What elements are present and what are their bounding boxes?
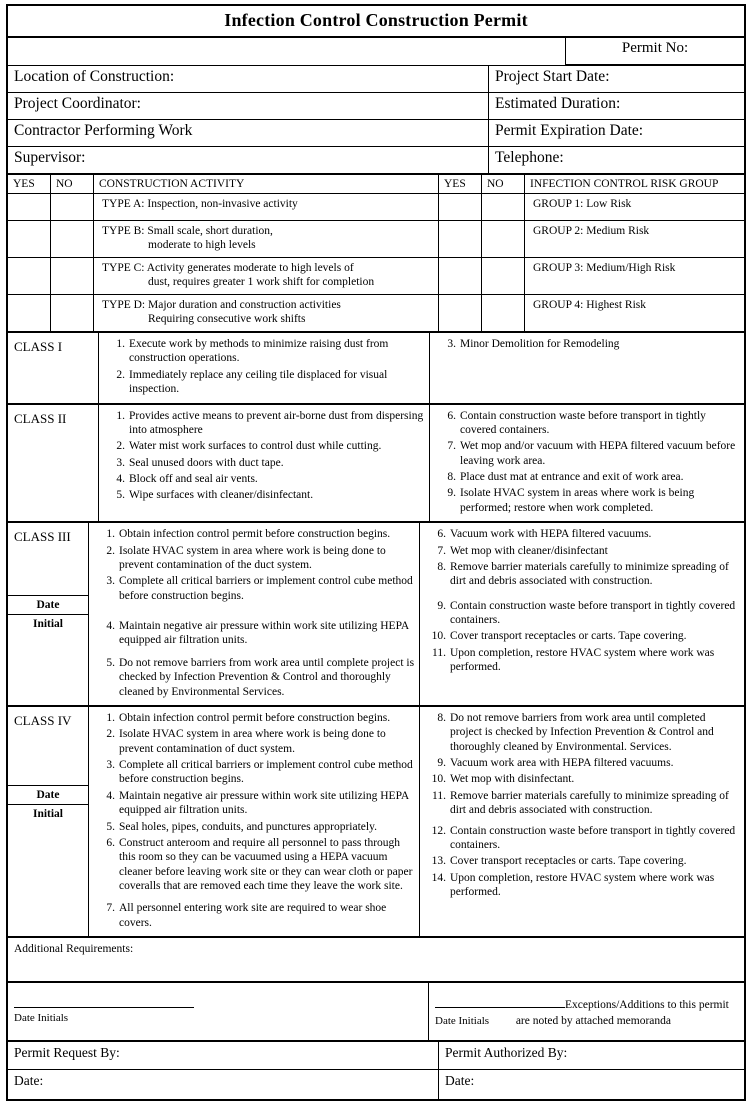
item-text: Immediately replace any ceiling tile displaced for visual inspection. — [129, 368, 388, 396]
item-number: 8. — [447, 471, 456, 483]
item-text: Seal unused doors with duct tape. — [129, 456, 284, 469]
class-i-left-items — [99, 333, 430, 404]
permit-no-table — [8, 38, 744, 65]
risk-group-1: GROUP 1: Low Risk — [525, 194, 745, 221]
list-item — [99, 488, 425, 502]
item-number: 9. — [437, 599, 446, 612]
item-number: 8. — [437, 560, 446, 573]
item-number: 2. — [106, 544, 115, 557]
item-text: Wet mop with cleaner/disinfectant — [450, 544, 608, 557]
list-item — [99, 456, 425, 470]
signature-line-right[interactable] — [435, 995, 565, 1008]
signature-line-left[interactable] — [14, 995, 194, 1008]
list-item — [420, 560, 740, 589]
item-text: Maintain negative air pressure within work site utilizing HEPA equipped air filtration units. — [119, 620, 409, 647]
item-text: Block off and seal air vents. — [129, 473, 258, 485]
table-row — [8, 785, 88, 804]
signature-right-cell — [429, 983, 745, 1041]
item-number: 5. — [106, 656, 115, 669]
item-number: 5. — [106, 820, 115, 833]
item-number: 13. — [431, 855, 446, 868]
permit-expiration-date-field[interactable]: Permit Expiration Date: — [489, 120, 745, 147]
supervisor-field[interactable]: Supervisor: — [8, 147, 489, 174]
item-number: 11. — [432, 789, 446, 802]
date-initials-right — [435, 1013, 740, 1028]
list-item — [89, 901, 415, 930]
class-iv-section — [8, 706, 744, 937]
table-row — [8, 333, 744, 404]
item-text: Remove barrier materials carefully to minimize spreading of dirt and debris associated with construction. — [450, 560, 729, 588]
item-text: Complete all critical barriers or implement control cube method before construction begins. — [119, 759, 413, 786]
activity-type-a-line1: TYPE A: Inspection, non-invasive activity — [102, 198, 298, 210]
item-number: 11. — [432, 646, 446, 659]
item-number: 14. — [431, 871, 446, 884]
list-item — [89, 656, 415, 699]
item-number: 4. — [106, 620, 115, 632]
checkbox-yes-type-a[interactable] — [8, 194, 51, 221]
item-text: Isolate HVAC system in area where work is being done to prevent contamination of the duct system. — [119, 544, 386, 571]
table-row — [8, 523, 88, 596]
item-text: Upon completion, restore HVAC system where work was performed. — [450, 871, 715, 898]
item-text: All personnel entering work site are required to wear shoe covers. — [119, 902, 387, 929]
list-item — [420, 772, 740, 786]
exceptions-line-1: Exceptions/Additions to this permit — [565, 999, 729, 1012]
activity-type-d-line2: Requiring consecutive work shifts — [148, 313, 306, 326]
activity-type-d — [94, 295, 439, 332]
activity-table-header — [8, 175, 744, 194]
table-row — [8, 1042, 744, 1070]
class-i-label: CLASS I — [8, 333, 99, 404]
signature-right-block[interactable] — [429, 983, 744, 1040]
class-i-section — [8, 332, 744, 404]
item-text: Maintain negative air pressure within work site utilizing HEPA equipped air filtration units. — [119, 789, 409, 817]
footer-table — [8, 1041, 744, 1099]
class-iii-initial-label[interactable]: Initial — [8, 615, 88, 634]
checkbox-yes-type-d[interactable] — [8, 295, 51, 332]
item-text: Contain construction waste before transport in tightly covered containers. — [450, 824, 736, 851]
additional-requirements-table — [8, 937, 744, 982]
list-item — [420, 711, 740, 754]
item-text: Execute work by methods to minimize raising dust from construction operations. — [129, 338, 389, 365]
header-construction-activity: CONSTRUCTION ACTIVITY — [94, 175, 439, 194]
item-text: Minor Demolition for Remodeling — [460, 338, 620, 350]
class-iii-label-column — [8, 523, 89, 706]
list-item — [420, 629, 740, 643]
item-text: Upon completion, restore HVAC system where work was performed. — [450, 646, 715, 674]
item-number: 6. — [447, 409, 456, 422]
list-item — [430, 486, 740, 515]
list-item — [420, 789, 740, 818]
list-item — [420, 544, 740, 558]
item-number: 1. — [116, 338, 125, 350]
item-text: Wet mop and/or vacuum with HEPA filtered vacuum before leaving work area. — [460, 440, 736, 467]
date-field-right[interactable]: Date: — [439, 1070, 745, 1100]
class-iv-left-items — [89, 706, 420, 936]
item-text: Cover transport receptacles or carts. Tape covering. — [450, 630, 687, 643]
list-item — [89, 574, 415, 603]
item-text: Remove barrier materials carefully to minimize spreading of dirt and debris associated with construction. — [450, 789, 729, 817]
item-number: 7. — [447, 440, 456, 453]
header-row-4 — [8, 147, 744, 174]
signature-left-cell — [8, 983, 429, 1041]
activity-risk-table — [8, 174, 744, 332]
header-no-right: NO — [482, 175, 525, 194]
checkbox-yes-group-2[interactable] — [439, 221, 482, 258]
list-item — [89, 727, 415, 756]
checkbox-no-type-c[interactable] — [51, 258, 94, 295]
list-item — [99, 472, 425, 486]
class-ii-label: CLASS II — [8, 404, 99, 522]
list-item — [420, 599, 740, 628]
class-iv-label: CLASS IV — [14, 712, 72, 728]
item-text: Contain construction waste before transport in tightly covered containers. — [460, 409, 706, 436]
table-row — [8, 938, 744, 982]
item-number: 1. — [116, 409, 125, 422]
permit-authorized-by-field[interactable]: Permit Authorized By: — [439, 1042, 745, 1070]
list-item — [89, 619, 415, 648]
list-item — [420, 854, 740, 868]
header-yes-right: YES — [439, 175, 482, 194]
item-text: Vacuum work area with HEPA filtered vacuums. — [450, 757, 674, 769]
permit-no-label[interactable]: Permit No: — [566, 38, 745, 65]
table-row — [8, 295, 744, 332]
item-number: 2. — [116, 368, 125, 381]
class-iii-date-label[interactable]: Date — [8, 596, 88, 615]
item-text: Do not remove barriers from work area until completed project is checked by Infection Prevention & Control and thoroughly cleaned by Environmental. Services. — [450, 711, 714, 753]
date-initials-left: Date Initials — [14, 1012, 69, 1025]
header-yes-left: YES — [8, 175, 51, 194]
list-item — [89, 820, 415, 834]
location-of-construction-field[interactable]: Location of Construction: — [8, 66, 489, 93]
contractor-performing-work-field[interactable]: Contractor Performing Work — [8, 120, 489, 147]
activity-type-b-line1: TYPE B: Small scale, short duration, — [102, 225, 273, 237]
class-ii-section — [8, 404, 744, 523]
item-text: Isolate HVAC system in area where work is being done to prevent contamination of duct system. — [119, 728, 386, 755]
item-number: 8. — [437, 711, 446, 724]
item-text: Water mist work surfaces to control dust while cutting. — [129, 440, 382, 453]
item-number: 2. — [106, 728, 115, 741]
checkbox-no-type-d[interactable] — [51, 295, 94, 332]
risk-group-4: GROUP 4: Highest Risk — [525, 295, 745, 332]
list-item — [89, 711, 415, 725]
checkbox-no-type-b[interactable] — [51, 221, 94, 258]
checkbox-no-type-a[interactable] — [51, 194, 94, 221]
exceptions-line-2: are noted by attached memoranda — [515, 1014, 672, 1027]
activity-type-b-line2: moderate to high levels — [148, 239, 256, 252]
table-row — [8, 804, 88, 823]
activity-type-a — [94, 194, 439, 221]
checkbox-yes-type-c[interactable] — [8, 258, 51, 295]
list-item — [89, 544, 415, 573]
item-number: 4. — [116, 473, 125, 485]
list-item — [420, 871, 740, 900]
item-text: Complete all critical barriers or implement control cube method before construction begins. — [119, 575, 413, 602]
item-text: Do not remove barriers from work area until complete project is checked by Infection Prevention & Control and thoroughly cleaned by Environmental Services. — [119, 656, 415, 698]
item-number: 5. — [116, 489, 125, 502]
item-number: 6. — [437, 528, 446, 541]
permit-request-by-field[interactable]: Permit Request By: — [8, 1042, 439, 1070]
list-item — [430, 337, 740, 351]
item-text: Obtain infection control permit before construction begins. — [119, 711, 391, 724]
checkbox-no-group-3[interactable] — [482, 258, 525, 295]
class-iii-left-items — [89, 523, 420, 706]
activity-type-c-line2: dust, requires greater 1 work shift for completion — [148, 276, 375, 289]
item-number: 1. — [106, 711, 115, 724]
item-number: 7. — [106, 902, 115, 915]
item-text: Cover transport receptacles or carts. Tape covering. — [450, 855, 687, 868]
item-number: 4. — [106, 789, 115, 802]
item-text: Contain construction waste before transport in tightly covered containers. — [450, 599, 736, 626]
list-item — [89, 527, 415, 541]
permit-no-row — [8, 38, 744, 65]
checkbox-no-group-1[interactable] — [482, 194, 525, 221]
table-row — [8, 194, 744, 221]
class-iii-label: CLASS III — [14, 529, 71, 545]
header-row-3 — [8, 120, 744, 147]
list-item — [89, 758, 415, 787]
class-iv-label-column — [8, 706, 89, 936]
estimated-duration-field[interactable]: Estimated Duration: — [489, 93, 745, 120]
risk-group-3: GROUP 3: Medium/High Risk — [525, 258, 745, 295]
class-i-right-items — [430, 333, 745, 404]
signature-left-block[interactable] — [8, 983, 428, 1040]
item-text: Obtain infection control permit before construction begins. — [119, 528, 391, 541]
header-row-1 — [8, 66, 744, 93]
list-item — [99, 337, 425, 366]
checkbox-no-group-4[interactable] — [482, 295, 525, 332]
item-number: 12. — [431, 824, 446, 837]
class-iv-date-label[interactable]: Date — [8, 785, 88, 804]
table-row — [8, 707, 88, 786]
checkbox-yes-group-1[interactable] — [439, 194, 482, 221]
table-row — [8, 615, 88, 634]
item-number: 3. — [447, 338, 456, 350]
class-ii-left-items — [99, 404, 430, 522]
table-row — [8, 221, 744, 258]
table-row — [8, 706, 744, 936]
item-text: Wet mop with disinfectant. — [450, 773, 575, 786]
table-row — [8, 596, 88, 615]
page-title: Infection Control Construction Permit — [8, 6, 744, 38]
item-text: Construct anteroom and require all personnel to pass through this room so they can be vacuumed using a HEPA vacuum cleaner before leaving work site or they can wear cloth or paper coveralls that are removed each time they leave the work site. — [119, 836, 413, 892]
checkbox-yes-type-b[interactable] — [8, 221, 51, 258]
activity-type-b — [94, 221, 439, 258]
item-number: 9. — [447, 487, 456, 500]
item-number: 1. — [106, 528, 115, 541]
item-number: 9. — [437, 757, 446, 769]
item-number: 10. — [431, 630, 446, 643]
list-item — [420, 824, 740, 853]
date-initials-right-caption: Date Initials — [435, 1014, 490, 1027]
additional-requirements-field[interactable]: Additional Requirements: — [8, 938, 744, 982]
header-row-2 — [8, 93, 744, 120]
activity-type-d-line1: TYPE D: Major duration and construction activities — [102, 299, 341, 311]
class-iii-section — [8, 522, 744, 706]
checkbox-yes-group-4[interactable] — [439, 295, 482, 332]
class-iv-right-items — [420, 706, 745, 936]
telephone-field[interactable]: Telephone: — [489, 147, 745, 174]
table-row — [8, 258, 744, 295]
item-text: Isolate HVAC system in areas where work is being performed; restore when work completed. — [460, 487, 695, 514]
item-number: 6. — [106, 836, 115, 849]
item-number: 2. — [116, 440, 125, 453]
table-row — [8, 983, 744, 1041]
permit-form — [6, 4, 746, 1101]
header-no-left: NO — [51, 175, 94, 194]
checkbox-no-group-2[interactable] — [482, 221, 525, 258]
date-field-left[interactable]: Date: — [8, 1070, 439, 1100]
list-item — [99, 439, 425, 453]
item-number: 3. — [106, 575, 115, 588]
list-item — [99, 368, 425, 397]
activity-type-c-line1: TYPE C: Activity generates moderate to high levels of — [102, 262, 354, 274]
item-text: Wipe surfaces with cleaner/disinfectant. — [129, 489, 314, 502]
permit-no-spacer — [8, 38, 566, 65]
item-number: 10. — [431, 773, 446, 786]
item-text: Vacuum work with HEPA filtered vacuums. — [450, 528, 652, 541]
list-item — [430, 439, 740, 468]
list-item — [89, 789, 415, 818]
table-row — [8, 523, 744, 706]
signature-table — [8, 982, 744, 1041]
list-item — [89, 836, 415, 894]
list-item — [420, 527, 740, 541]
item-text: Seal holes, pipes, conduits, and punctures appropriately. — [119, 820, 377, 833]
list-item — [420, 756, 740, 770]
table-row — [8, 404, 744, 522]
item-number: 3. — [116, 456, 125, 469]
item-text: Provides active means to prevent air-borne dust from dispersing into atmosphere — [129, 409, 424, 436]
list-item — [430, 470, 740, 484]
activity-type-c — [94, 258, 439, 295]
list-item — [99, 409, 425, 438]
table-row — [8, 1070, 744, 1100]
item-number: 7. — [437, 544, 446, 557]
list-item — [430, 409, 740, 438]
checkbox-yes-group-3[interactable] — [439, 258, 482, 295]
risk-group-2: GROUP 2: Medium Risk — [525, 221, 745, 258]
list-item — [420, 646, 740, 675]
header-fields-table — [8, 65, 744, 174]
project-coordinator-field[interactable]: Project Coordinator: — [8, 93, 489, 120]
item-text: Place dust mat at entrance and exit of work area. — [460, 471, 684, 483]
project-start-date-field[interactable]: Project Start Date: — [489, 66, 745, 93]
class-ii-right-items — [430, 404, 745, 522]
class-iii-right-items — [420, 523, 745, 706]
header-risk-group: INFECTION CONTROL RISK GROUP — [525, 175, 745, 194]
class-iv-initial-label[interactable]: Initial — [8, 804, 88, 823]
item-number: 3. — [106, 759, 115, 771]
